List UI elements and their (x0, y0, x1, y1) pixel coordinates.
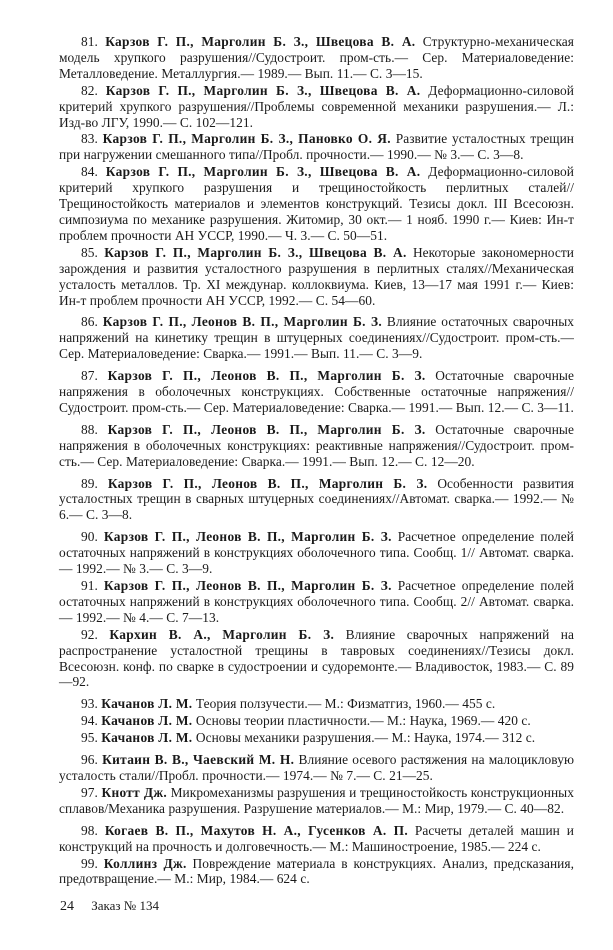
ref-number: 95. (81, 730, 98, 746)
ref-number: 81. (81, 34, 98, 49)
reference-81 (59, 34, 574, 82)
ref-number: 99. (81, 855, 98, 871)
ref-text: Остаточные сварочные напряжения в оболочечных конструкциях: реактивные напряжения//Судостроит. пром-сть.— Сер. Материаловедение: Сварка.— 1991.— Вып. 12.— С. 12—20. (59, 421, 574, 469)
ref-text: Остаточные сварочные напряжения в оболочечных конструкциях. Собственные остаточные напряжения//Судостроит. пром-сть.— Сер. Материаловедение: Сварка.— 1991.— Вып. 12.— С. 3—11. (59, 368, 574, 415)
reference-88 (59, 422, 574, 470)
reference-91 (59, 578, 574, 626)
ref-number: 88. (81, 421, 98, 437)
reference-90 (59, 529, 574, 577)
ref-number: 89. (81, 475, 98, 491)
reference-82 (59, 83, 574, 131)
ref-authors: Карзов Г. П., Леонов В. П., Марголин Б. З. (102, 314, 382, 330)
ref-number: 92. (81, 626, 98, 642)
page-footer (60, 898, 159, 915)
reference-99 (59, 856, 574, 888)
ref-number: 97. (81, 784, 98, 800)
ref-text: Теория ползучести.— М.: Физматгиз, 1960.— 455 с. (195, 696, 496, 712)
ref-authors: Карзов Г. П., Марголин Б. З., Пановко О. Я. (102, 131, 391, 147)
ref-text: Особенности развития усталостных трещин в сварных штуцерных соединениях//Автомат. сварка.— 1992.— № 6.— С. 3—8. (59, 475, 574, 523)
order-label: Заказ № 134 (91, 898, 159, 913)
reference-89 (59, 476, 574, 524)
ref-authors: Карзов Г. П., Марголин Б. З., Швецова В. А. (105, 164, 421, 180)
ref-authors: Качанов Л. М. (101, 713, 193, 729)
reference-92 (59, 627, 574, 691)
ref-text: Расчетное определение полей остаточных напряжений в конструкциях оболочечного типа. Сообщ. 1// Автомат. сварка.— 1992.— № 3.— С. 3—9. (59, 529, 574, 577)
ref-number: 96. (81, 752, 98, 768)
ref-number: 84. (81, 164, 98, 180)
ref-authors: Карзов Г. П., Марголин Б. З., Швецова В. А. (104, 244, 407, 260)
ref-authors: Качанов Л. М. (101, 730, 193, 746)
ref-number: 90. (81, 529, 98, 545)
ref-text: Развитие усталостных трещин при нагружении смешанного типа//Пробл. прочности.— 1990.— № 3.— С. 3—8. (59, 131, 574, 163)
ref-authors: Китаин В. В., Чаевский М. Н. (102, 752, 295, 768)
ref-number: 94. (81, 713, 98, 729)
ref-number: 83. (81, 131, 98, 147)
ref-number: 98. (81, 822, 98, 838)
reference-85 (59, 245, 574, 309)
ref-text: Деформационно-силовой критерий хрупкого разрушения//Проблемы современной механики разрушения.— Л.: Изд-во ЛГУ, 1990.— С. 102—121. (59, 82, 574, 130)
ref-text: Повреждение материала в конструкциях. Анализ, предсказания, предотвращение.— М.: Мир, 1984.— 624 с. (59, 855, 574, 887)
reference-86 (59, 314, 574, 362)
ref-text: Основы теории пластичности.— М.: Наука, 1969.— 420 с. (195, 713, 531, 729)
ref-number: 87. (81, 368, 98, 384)
ref-text: Влияние сварочных напряжений на распространение усталостной трещины в тавровых соединениях//Тезисы докл. Всесоюзн. конф. по сварке в судостроении и судоремонте.— Владивосток, 1983.— С. 89—92. (59, 626, 575, 690)
bibliography-list (59, 34, 574, 888)
reference-83 (59, 131, 574, 163)
ref-number: 91. (81, 578, 98, 593)
reference-96 (59, 752, 574, 784)
reference-94 (59, 713, 574, 729)
ref-authors: Когаев В. П., Махутов Н. А., Гусенков А. П. (104, 822, 408, 838)
ref-authors: Карзов Г. П., Марголин Б. З., Швецова В. А. (105, 34, 416, 49)
ref-text: Некоторые закономерности зарождения и развития усталостного разрушения в перлитных сталях//Механическая усталость металлов. Тр. XI междунар. коллоквиума. Киев, 13—17 мая 1991 г.— Киев: Ин-т проблем прочности АН УССР, 1992.— С. 54—60. (59, 244, 574, 308)
reference-97 (59, 785, 574, 817)
ref-authors: Карзов Г. П., Леонов В. П., Марголин Б. З. (107, 368, 426, 384)
ref-text: Расчеты деталей машин и конструкций на прочность и долговечность.— М.: Машиностроение, 1985.— 224 с. (59, 822, 575, 854)
ref-authors: Кархин В. А., Марголин Б. З. (109, 626, 335, 642)
reference-93 (59, 696, 574, 712)
ref-authors: Карзов Г. П., Леонов В. П., Марголин Б. З. (107, 421, 426, 437)
ref-authors: Карзов Г. П., Леонов В. П., Марголин Б. З. (103, 529, 392, 545)
reference-95 (59, 730, 574, 746)
ref-text: Микромеханизмы разрушения и трещиностойкость конструкционных сплавов/Механика разрушения. Разрушение материалов.— М.: Мир, 1979.— С. 40—82. (59, 784, 574, 816)
page-number: 24 (60, 899, 74, 914)
ref-text: Основы механики разрушения.— М.: Наука, 1974.— 312 с. (195, 730, 536, 746)
ref-text: Деформационно-силовой критерий хрупкого разрушения и трещиностойкость перлитных сталей// Трещиностойкость материалов и элементов конструкций. Тезисы докл. III Всесоюзн. симпозиума по механике разрушения. Житомир, 30 окт.— 1 нояб. 1990 г.— Киев: Ин-т проблем прочности АН УССР, 1990.— Ч. 3.— С. 50—51. (59, 164, 574, 243)
ref-text: Структурно-механическая модель хрупкого разрушения//Судостроит. пром-сть.— Сер. Материаловедение: Металловедение. Металлургия.— 1989.— Вып. 11.— С. 3—15. (59, 34, 574, 81)
ref-number: 82. (81, 82, 98, 98)
ref-authors: Карзов Г. П., Леонов В. П., Марголин Б. З. (107, 475, 428, 491)
ref-authors: Коллинз Дж. (103, 855, 187, 871)
ref-authors: Карзов Г. П., Марголин Б. З., Швецова В. А. (105, 82, 421, 98)
ref-authors: Кнотт Дж. (101, 784, 168, 800)
reference-87 (59, 368, 574, 416)
ref-text: Влияние остаточных сварочных напряжений на кинетику трещин в штуцерных соединениях//Судостроит. пром-сть.— Сер. Материаловедение: Сварка.— 1991.— Вып. 11.— С. 3—9. (59, 314, 574, 362)
ref-text: Влияние осевого растяжения на малоцикловую усталость стали//Пробл. прочности.— 1974.— № 7.— С. 21—25. (59, 752, 575, 783)
ref-number: 93. (81, 696, 98, 712)
ref-text: Расчетное определение полей остаточных напряжений в конструкциях оболочечного типа. Сообщ. 2// Автомат. сварка.— 1992.— № 4.— С. 7—13. (59, 578, 574, 625)
ref-authors: Карзов Г. П., Леонов В. П., Марголин Б. З. (103, 578, 392, 593)
ref-number: 85. (81, 244, 98, 260)
ref-number: 86. (81, 314, 98, 330)
reference-98 (59, 823, 574, 855)
reference-84 (59, 164, 574, 244)
ref-authors: Качанов Л. М. (101, 696, 193, 712)
